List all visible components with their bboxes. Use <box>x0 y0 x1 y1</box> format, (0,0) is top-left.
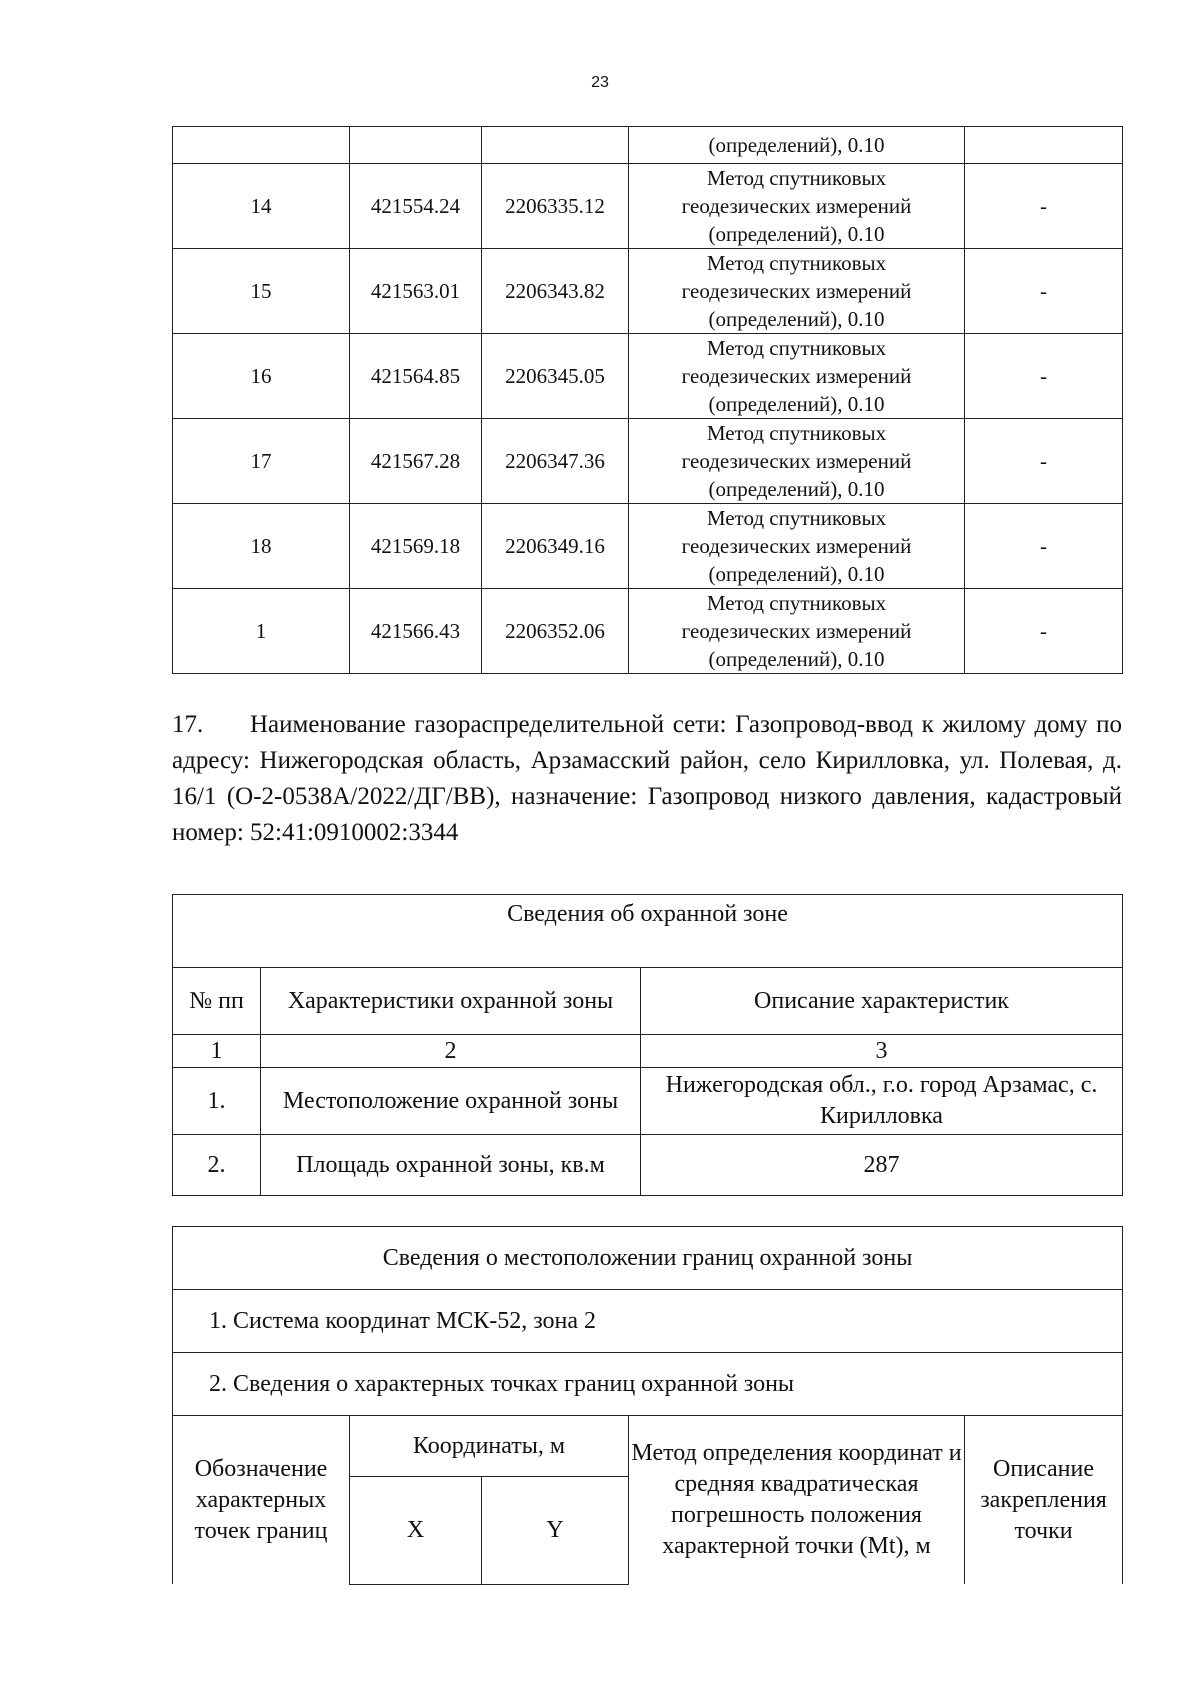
point-cell: 17 <box>173 419 350 504</box>
method-line: геодезических измерений <box>681 619 912 643</box>
y-cell: 2206352.06 <box>482 589 629 674</box>
y-cell: 2206335.12 <box>482 164 629 249</box>
method-cell <box>629 249 965 334</box>
y-cell: 2206345.05 <box>482 334 629 419</box>
y-cell: 2206349.16 <box>482 504 629 589</box>
x-cell <box>350 127 482 164</box>
method-line: (определений), 0.10 <box>708 647 885 671</box>
method-line: геодезических измерений <box>681 279 912 303</box>
method-line: (определений), 0.10 <box>708 477 885 501</box>
description-cell: - <box>965 334 1123 419</box>
method-line: Метод спутниковых <box>706 166 887 190</box>
x-cell: 421569.18 <box>350 504 482 589</box>
point-cell: 1 <box>173 589 350 674</box>
method-cell: (определений), 0.10 <box>629 127 965 164</box>
description-cell: - <box>965 504 1123 589</box>
coord-system: 1. Система координат МСК-52, зона 2 <box>173 1290 1123 1353</box>
row-2-characteristic: Площадь охранной зоны, кв.м <box>261 1135 641 1196</box>
row-1-description: Нижегородская обл., г.о. город Арзамас, с. Кирилловка <box>641 1068 1123 1135</box>
method-line: (определений), 0.10 <box>708 307 885 331</box>
table-row <box>173 249 1123 334</box>
method-line: Метод спутниковых <box>706 251 887 275</box>
section-number: 17. <box>172 711 204 738</box>
description-cell: - <box>965 419 1123 504</box>
x-cell: 421554.24 <box>350 164 482 249</box>
point-cell: 14 <box>173 164 350 249</box>
row-1-num: 1. <box>173 1068 261 1135</box>
table-row <box>173 589 1123 674</box>
method-line: (определений), 0.10 <box>708 392 885 416</box>
header-characteristic: Характеристики охранной зоны <box>261 968 641 1035</box>
y-cell <box>482 127 629 164</box>
header-method: Метод определения координат и средняя квадратическая погрешность положения характерной точки (Mt), м <box>629 1416 965 1585</box>
method-cell <box>629 504 965 589</box>
description-cell: - <box>965 164 1123 249</box>
table-row <box>173 419 1123 504</box>
coordinates-table-continued <box>172 126 1123 674</box>
page-number: 23 <box>591 74 609 91</box>
description-cell: - <box>965 589 1123 674</box>
zone-location-table <box>172 1226 1123 1585</box>
method-line: Метод спутниковых <box>706 506 887 530</box>
method-line: Метод спутниковых <box>706 591 887 615</box>
point-cell: 18 <box>173 504 350 589</box>
x-cell: 421564.85 <box>350 334 482 419</box>
x-cell: 421563.01 <box>350 249 482 334</box>
description-cell <box>965 127 1123 164</box>
section-text: Наименование газораспределительной сети: Газопровод-ввод к жилому дому по адресу: Нижегородская область, Арзамасский район, село Кирилловка, ул. Полевая, д. 16/1 (О-2-0538А/2022/ДГ/ВВ), назначение: Газопровод низкого давления, кадастровый номер: 52:41:0910002:3344 <box>172 711 1122 846</box>
table-row <box>173 504 1123 589</box>
row-2-num: 2. <box>173 1135 261 1196</box>
description-cell: - <box>965 249 1123 334</box>
header-x: X <box>350 1477 482 1584</box>
row-2-description: 287 <box>641 1135 1123 1196</box>
section-paragraph <box>172 707 1122 851</box>
method-cell <box>629 589 965 674</box>
point-cell <box>173 127 350 164</box>
method-line: геодезических измерений <box>681 194 912 218</box>
method-line: геодезических измерений <box>681 364 912 388</box>
y-cell: 2206343.82 <box>482 249 629 334</box>
point-cell: 15 <box>173 249 350 334</box>
method-cell <box>629 164 965 249</box>
header-description: Описание характеристик <box>641 968 1123 1035</box>
method-cell <box>629 419 965 504</box>
zone-info-title: Сведения об охранной зоне <box>173 895 1123 968</box>
zone-location-title: Сведения о местоположении границ охранной зоны <box>173 1227 1123 1290</box>
col-number-3: 3 <box>641 1035 1123 1068</box>
table-row <box>173 334 1123 419</box>
method-line: Метод спутниковых <box>706 421 887 445</box>
header-num: № пп <box>173 968 261 1035</box>
method-cell <box>629 334 965 419</box>
table-row <box>173 164 1123 249</box>
point-cell: 16 <box>173 334 350 419</box>
method-line: Метод спутниковых <box>706 336 887 360</box>
x-cell: 421567.28 <box>350 419 482 504</box>
points-title: 2. Сведения о характерных точках границ охранной зоны <box>173 1353 1123 1416</box>
col-number-2: 2 <box>261 1035 641 1068</box>
method-line: (определений), 0.10 <box>708 222 885 246</box>
x-cell: 421566.43 <box>350 589 482 674</box>
row-1-characteristic: Местоположение охранной зоны <box>261 1068 641 1135</box>
method-line: (определений), 0.10 <box>708 562 885 586</box>
table-row <box>173 127 1123 164</box>
header-coords: Координаты, м <box>350 1416 629 1477</box>
header-y: Y <box>482 1477 629 1584</box>
zone-info-table <box>172 894 1123 1196</box>
y-cell: 2206347.36 <box>482 419 629 504</box>
method-line: геодезических измерений <box>681 534 912 558</box>
col-number-1: 1 <box>173 1035 261 1068</box>
method-line: геодезических измерений <box>681 449 912 473</box>
header-description: Описание закрепления точки <box>965 1416 1123 1585</box>
header-point: Обозначение характерных точек границ <box>173 1416 350 1585</box>
